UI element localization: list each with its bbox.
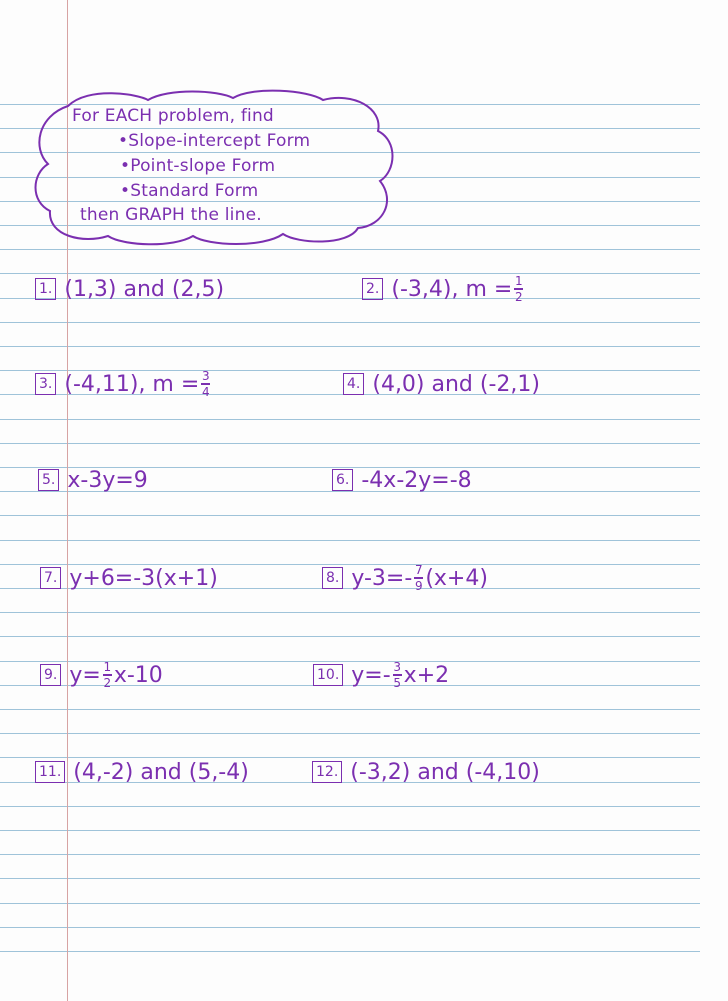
- ruled-line: [0, 419, 700, 420]
- problem-10: [313, 660, 449, 690]
- problem-text: y+6=-3(x+1): [69, 565, 218, 591]
- problem-11: [35, 757, 249, 787]
- problem-number: 7.: [40, 567, 61, 589]
- ruled-line: [0, 540, 700, 541]
- problem-text: (1,3) and (2,5): [64, 276, 225, 302]
- ruled-line: [0, 927, 700, 928]
- problem-number: 12.: [312, 761, 342, 783]
- problem-8: [322, 563, 488, 593]
- fraction-numerator: 3: [393, 660, 401, 675]
- problem-number: 5.: [38, 469, 59, 491]
- problem-text: -4x-2y=-8: [361, 467, 472, 493]
- problem-text-post: x-10: [113, 662, 163, 688]
- problem-text: (4,0) and (-2,1): [372, 371, 540, 397]
- ruled-line: [0, 636, 700, 637]
- problem-text: (-3,2) and (-4,10): [350, 759, 540, 785]
- problem-number: 3.: [35, 373, 56, 395]
- problem-7: [40, 563, 218, 593]
- ruled-line: [0, 322, 700, 323]
- ruled-line: [0, 443, 700, 444]
- instruction-cloud: [28, 86, 398, 246]
- fraction-denominator: 2: [103, 675, 112, 690]
- problem-text: x-3y=9: [67, 467, 148, 493]
- fraction-numerator: 7: [414, 563, 423, 578]
- problem-9: [40, 660, 163, 690]
- problem-number: 10.: [313, 664, 343, 686]
- ruled-line: [0, 249, 700, 250]
- problem-5: [38, 465, 148, 495]
- fraction-denominator: 4: [201, 384, 210, 399]
- problem-number: 2.: [362, 278, 383, 300]
- problem-text: y=-: [351, 662, 391, 688]
- problem-number: 4.: [343, 373, 364, 395]
- problem-text: y=: [69, 662, 101, 688]
- problem-4: [343, 369, 540, 399]
- problem-2: [362, 274, 525, 304]
- fraction-numerator: 3: [201, 369, 210, 384]
- problem-text-post: x+2: [403, 662, 450, 688]
- problem-number: 6.: [332, 469, 353, 491]
- problem-number: 9.: [40, 664, 61, 686]
- fraction: [414, 564, 423, 592]
- ruled-line: [0, 854, 700, 855]
- problem-number: 11.: [35, 761, 65, 783]
- ruled-line: [0, 515, 700, 516]
- instruction-line-4: •Standard Form: [120, 181, 259, 201]
- instruction-line-2: •Slope-intercept Form: [118, 131, 311, 151]
- problem-6: [332, 465, 472, 495]
- ruled-line: [0, 733, 700, 734]
- ruled-line: [0, 806, 700, 807]
- problem-text: (-3,4), m =: [391, 276, 513, 302]
- fraction-denominator: 9: [414, 578, 423, 593]
- fraction-numerator: 1: [514, 274, 523, 289]
- problem-1: [35, 274, 224, 304]
- problem-3: [35, 369, 212, 399]
- fraction: [201, 370, 210, 398]
- fraction: [393, 661, 402, 689]
- problem-number: 8.: [322, 567, 343, 589]
- ruled-line: [0, 830, 700, 831]
- ruled-line: [0, 612, 700, 613]
- problem-text: y-3=-: [351, 565, 413, 591]
- ruled-line: [0, 346, 700, 347]
- ruled-line: [0, 903, 700, 904]
- instruction-line-1: For EACH problem, find: [72, 106, 274, 126]
- problem-text: (-4,11), m =: [64, 371, 200, 397]
- fraction: [514, 275, 523, 303]
- problem-12: [312, 757, 540, 787]
- ruled-line: [0, 878, 700, 879]
- problem-text: (4,-2) and (5,-4): [73, 759, 249, 785]
- fraction-denominator: 2: [514, 289, 523, 304]
- ruled-line: [0, 951, 700, 952]
- problem-number: 1.: [35, 278, 56, 300]
- ruled-line: [0, 709, 700, 710]
- problem-text-post: (x+4): [425, 565, 488, 591]
- fraction-denominator: 5: [393, 675, 401, 690]
- fraction: [103, 661, 112, 689]
- fraction-numerator: 1: [103, 660, 112, 675]
- instruction-line-3: •Point-slope Form: [120, 156, 276, 176]
- instruction-line-5: then GRAPH the line.: [80, 205, 262, 225]
